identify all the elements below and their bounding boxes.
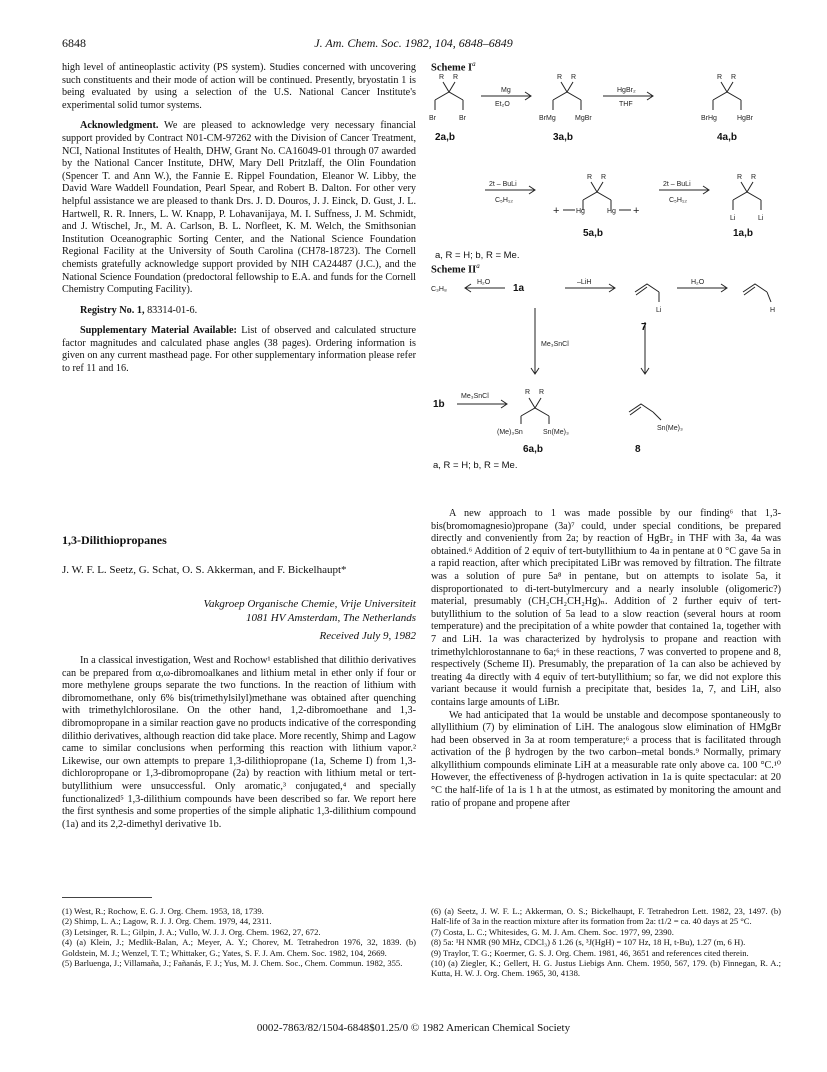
scheme-2-label-6: 6a,b — [523, 444, 544, 455]
footnote-1: (1) West, R.; Rochow, E. G. J. Org. Chem. 1953, 18, 1739. — [62, 906, 264, 916]
footnote-3: (3) Letsinger, R. L.; Gilpin, J. A.; Vullo, W. J. J. Org. Chem. 1962, 27, 672. — [62, 926, 321, 937]
scheme-1-plus-1: + — [553, 205, 560, 217]
received-date: Received July 9, 1982 — [319, 630, 416, 642]
scheme-2-label-1b: 1b — [433, 399, 445, 410]
scheme-1-mgbr: MgBr — [575, 115, 592, 122]
scheme-2-h: H — [770, 307, 776, 314]
scheme-1-li-1: Li — [730, 215, 736, 222]
scheme-2-c3h8: C₃H₈ — [431, 286, 447, 293]
registry-body: 83314-01-6. — [144, 304, 198, 316]
affiliation-line-2: 1081 HV Amsterdam, The Netherlands — [246, 612, 416, 624]
scheme-1-r-8: R — [601, 174, 607, 181]
scheme-1-r-5: R — [717, 74, 723, 81]
supplementary-paragraph — [62, 325, 416, 375]
scheme-2-label-8: 8 — [635, 444, 641, 455]
scheme-1-r-7: R — [587, 174, 593, 181]
body-paragraph-2: A new approach to 1 was made possible by our finding⁶ that 1,3-bis(bromomagnesio)propane (3a)⁷ could, under special conditions, be prepared directly and conveniently from 2a; by reaction of HgBr₂ in THF with 3a, 4a was obtained.⁶ Addition of 2 equiv of tert-butyllithium to 4a in pentane at 0 °C gave 5a in a rapid reaction, after which precipitated LiBr was removed by filtration. The filtrate was a solution of pure 5a⁸ in pentane, but on attempts to isolate 5a, it disproportionated to di-tert-butylmercury and a nearly insoluble (oligomeric?) material, presumably (CH₂CH₂CH₂Hg)ₙ. Addition of 2 further equiv of tert-butyllithium to the solution of 5a lead to a slow reaction (several hours at room temperature) and the precipitation of a white powder that contained 1a, together with 7 and LiH. 1a was characterized by hydrolysis to propane and reaction with trimethylchlorostannane to 6a;⁶ in these reactions, 7 was converted to propene and 8, respectively (Scheme II). Presumably, the preparation of 1a can also be achieved by treating 4a directly with 4 equiv of tert-butyllithium; so far, we did not explore this variant because it would furnish a precipitate that, besides 1a, 7, and LiH, also contains large amounts of LiBr. — [431, 508, 781, 708]
scheme-2-title-text: Scheme II — [431, 264, 477, 276]
scheme-2-li: Li — [656, 307, 662, 314]
scheme-1-br-1: Br — [429, 115, 436, 122]
body-paragraph-3: We had anticipated that 1a would be unstable and decompose spontaneously to allyllithium (7) by elimination of LiH. The analogous slow elimination of HMgBr had been observed in 3a at room temperature;⁶ a process that is facilitated through activation of the β hydrogen by the two carbon–metal bonds.⁹ Normally, primary alkyllithium compounds eliminate LiH at a measurable rate only above ca. 100 °C.¹⁰ However, the effectiveness of β-hydrogen activation in 1a is quite spectacular: at 20 °C the half-life of 1a is 1 h at the utmost, as estimated by monitoring the amount and ratio of propane and propene after — [431, 709, 781, 809]
left-column-top — [62, 62, 416, 376]
scheme-1-r-4: R — [571, 74, 577, 81]
scheme-1-label-2: 2a,b — [435, 132, 456, 143]
scheme-1-label-3: 3a,b — [553, 132, 574, 143]
scheme-1-title-text: Scheme I — [431, 62, 473, 74]
page-footer: 0002-7863/82/1504-6848$01.25/0 © 1982 American Chemical Society — [256, 1022, 571, 1034]
footnote-5: (5) Barluenga, J.; Villamaña, J.; Fañanás, F. J.; Yus, M. J. Chem. Soc., Chem. Commun. 1982, 355. — [62, 958, 403, 969]
acknowledgment-paragraph — [62, 120, 416, 296]
scheme-1-label-1: 1a,b — [733, 228, 754, 239]
scheme-1-r-9: R — [737, 174, 743, 181]
scheme-1-label-4: 4a,b — [717, 132, 738, 143]
footnote-rule-left — [62, 897, 152, 898]
scheme-1-solvent-thf: THF — [619, 101, 633, 108]
left-column-body — [62, 655, 416, 831]
scheme-2-r-1: R — [525, 389, 531, 396]
scheme-1-reagent-tbuli-2: 2t – BuLi — [663, 181, 691, 188]
footnotes-right — [431, 906, 781, 979]
scheme-1-footnote: a, R = H; b, R = Me. — [435, 250, 520, 261]
scheme-1-reagent-tbuli-1: 2t – BuLi — [489, 181, 517, 188]
page-number: 6848 — [62, 36, 86, 50]
scheme-1-brhg: BrHg — [701, 115, 717, 122]
scheme-1-solvent-c5h12-1: C₅H₁₂ — [495, 197, 514, 204]
scheme-2-r-2: R — [539, 389, 545, 396]
scheme-2-title-sup: a — [476, 262, 480, 270]
scheme-2-snme3-8: Sn(Me)₃ — [657, 425, 683, 432]
scheme-2-snme3-left: (Me)₃Sn — [497, 429, 523, 436]
scheme-1-solvent-et2o: Et₂O — [495, 101, 510, 108]
scheme-2-label-7: 7 — [641, 322, 647, 333]
scheme-1-r-2: R — [453, 74, 459, 81]
affiliation-line-1: Vakgroep Organische Chemie, Vrije Universiteit — [203, 598, 416, 610]
footnote-4: (4) (a) Klein, J.; Medlik-Balan, A.; Meyer, A. Y.; Chorev, M. Tetrahedron 1976, 32, 1839. (b) Goldstein, M. J.; Wenzel, T. T.; Whittaker, G.; Yates, S. F. J. Am. Chem. Soc. 1982, 104, 2669. — [62, 937, 416, 958]
scheme-1-reagent-mg: Mg — [501, 87, 511, 94]
scheme-1-li-2: Li — [758, 215, 764, 222]
scheme-2-footnote: a, R = H; b, R = Me. — [433, 460, 518, 471]
registry-heading: Registry No. 1, — [80, 304, 145, 316]
scheme-1-br-2: Br — [459, 115, 466, 122]
body-paragraph-1: In a classical investigation, West and Rochow¹ established that dilithio derivatives can be prepared from α,ω-dibromoalkanes and lithium metal in ether only if four or more methylene groups separate the two functions. In the reaction of lithium with dibromomethane, only 6% bis(trimethylsilyl)methane was obtained after quenching with trimethylchlorosilane. On the other hand, 1,2-dibromoethane and 1,3-dibromopropane in a similar reaction gave no products indicative of the corresponding dilithio derivatives, although reaction did take place. More recently, Shimp and Lagow came to similar conclusions when performing this reaction with lithium vapor.² Likewise, our own attempts to prepare 1,3-dilithiopropane (1a, Scheme I) from 1,3-dichloropropane or 1,3-dibromopropane (2a) by reaction with lithium metal or tert-butyllithium were unsuccessful. Only aromatic,³ conjugated,⁴ and specially functionalized⁵ 1,3-dilithium compounds have been described so far. We report here the first synthesis and some properties of the simple aliphatic 1,3-dilithium compound (1a) and its 2,2-dimethyl derivative 1b. — [62, 655, 416, 830]
acknowledgment-body: We are pleased to acknowledge very necessary financial support provided by Contract N01-CM-97262 with the Division of Cancer Treatment, NCI, National Institutes of Health, DHW, Grant No. CA16049-01 through 07 awarded by the National Cancer Institute, DHW, Mary Dell Pritzlaff, the Olin Foundation (Spencer T. and Ann W.), the Fannie E. Rippel Foundation, Eleanor W. Libby, the David Ware Waddell Foundation, Pearl Spear, and Robert B. Dalton. For other very helpful assistance we are pleased to thank Drs. J. D. Douros, J. J. Einck, D. Gust, J. L. Hartwell, R. R. Inners, L. W. Knapp, P. Lohavanijaya, M. I. Suffness, J. M. Schmidt, and J. Wtischel, Jr., M. A. Carlson, B. L. Norfleet, K. M. Welch, the Smithsonian Institution Oceanographic Sorting Center, and the National Science Foundation Regional Facility at the University of South Carolina (CH78-18723). The Cornell chemists gratefully acknowledge support provided by NIH CA24487 (J.C.), and the National Science Foundation (predoctoral fellowship to E.A. and funds for the Cornell Chemistry Computing Facility). — [62, 120, 416, 296]
scheme-2-reagent-me3sncl-1: Me₃SnCl — [541, 341, 569, 348]
footnote-7: (7) Costa, L. C.; Whitesides, G. M. J. Am. Chem. Soc. 1977, 99, 2390. — [431, 926, 674, 937]
scheme-2-reagent-h2o-2: H₂O — [691, 279, 705, 286]
scheme-1-r-10: R — [751, 174, 757, 181]
scheme-1-reagent-hgbr2: HgBr₂ — [617, 87, 636, 94]
scheme-2-diagram — [425, 272, 805, 472]
scheme-1-r-3: R — [557, 74, 563, 81]
acknowledgment-heading: Acknowledgment. — [80, 120, 159, 132]
supplementary-body: List of observed and calculated structure factor magnitudes and calculated phase angles (38 pages). Ordering information is given on any current masthead page. For other supplementary information please refer to ref 11 and 16. — [62, 325, 416, 375]
scheme-1-label-5: 5a,b — [583, 228, 604, 239]
scheme-1-compound-2-bonds — [435, 92, 463, 100]
scheme-2-snme3-right: Sn(Me)₃ — [543, 429, 569, 436]
scheme-2-minus-lih: –LiH — [577, 279, 592, 286]
scheme-1-solvent-c5h12-2: C₅H₁₂ — [669, 197, 688, 204]
scheme-1-plus-2: + — [633, 205, 640, 217]
registry-paragraph — [62, 305, 416, 318]
scheme-2-reagent-me3sncl-2: Me₃SnCl — [461, 393, 489, 400]
footnote-6: (6) (a) Seetz, J. W. F. L.; Akkerman, O. S.; Bickelhaupt, F. Tetrahedron Lett. 1982, 23, 1497. (b) Half-life of 3a in the reaction mixture after its formation from 2a: t1/2 = ca. 40 days at 25 °C. — [431, 906, 781, 927]
scheme-1-title-sup: a — [472, 60, 476, 68]
supplementary-heading: Supplementary Material Available: — [80, 325, 237, 337]
scheme-1-hgbr: HgBr — [737, 115, 753, 122]
scheme-1-hg-1: Hg — [576, 208, 585, 215]
scheme-1-hg-2: Hg — [607, 208, 616, 215]
scheme-1-r-6: R — [731, 74, 737, 81]
scheme-1-brmg: BrMg — [539, 115, 556, 122]
intro-paragraph: high level of antineoplastic activity (PS system). Studies concerned with uncovering such constituents and their mode of action will be continued. Presently, bryostatin 1 is being evaluated by using a selection of the U.S. National Cancer Institute's experimental solid tumor systems. — [62, 62, 416, 111]
right-column-body — [431, 508, 781, 810]
footnote-2: (2) Shimp, L. A.; Lagow, R. J. J. Org. Chem. 1979, 44, 2311. — [62, 916, 272, 927]
article-authors: J. W. F. L. Seetz, G. Schat, O. S. Akkerman, and F. Bickelhaupt* — [62, 564, 347, 576]
journal-header: J. Am. Chem. Soc. 1982, 104, 6848–6849 — [314, 36, 513, 50]
article-affiliation — [62, 597, 416, 625]
scheme-2-reagent-h2o-1: H₂O — [477, 279, 491, 286]
footnote-10: (10) (a) Ziegler, K.; Gellert, H. G. Justus Liebigs Ann. Chem. 1950, 567, 179. (b) Finnegan, R. A.; Kutta, H. W. J. Org. Chem. 1965, 30, 4138. — [431, 958, 781, 979]
footnote-8: (8) 5a: ¹H NMR (90 MHz, CDCl₃) δ 1.26 (s, ³J(HgH) = 107 Hz, 18 H, t-Bu), 1.27 (m, 6 H). — [431, 937, 746, 948]
scheme-2-label-1a: 1a — [513, 283, 525, 294]
article-title: 1,3-Dilithiopropanes — [62, 533, 167, 547]
footnote-9: (9) Traylor, T. G.; Koermer, G. S. J. Org. Chem. 1981, 46, 3651 and references cited therein. — [431, 947, 749, 958]
footnotes-left — [62, 906, 416, 968]
scheme-1-r-1: R — [439, 74, 445, 81]
